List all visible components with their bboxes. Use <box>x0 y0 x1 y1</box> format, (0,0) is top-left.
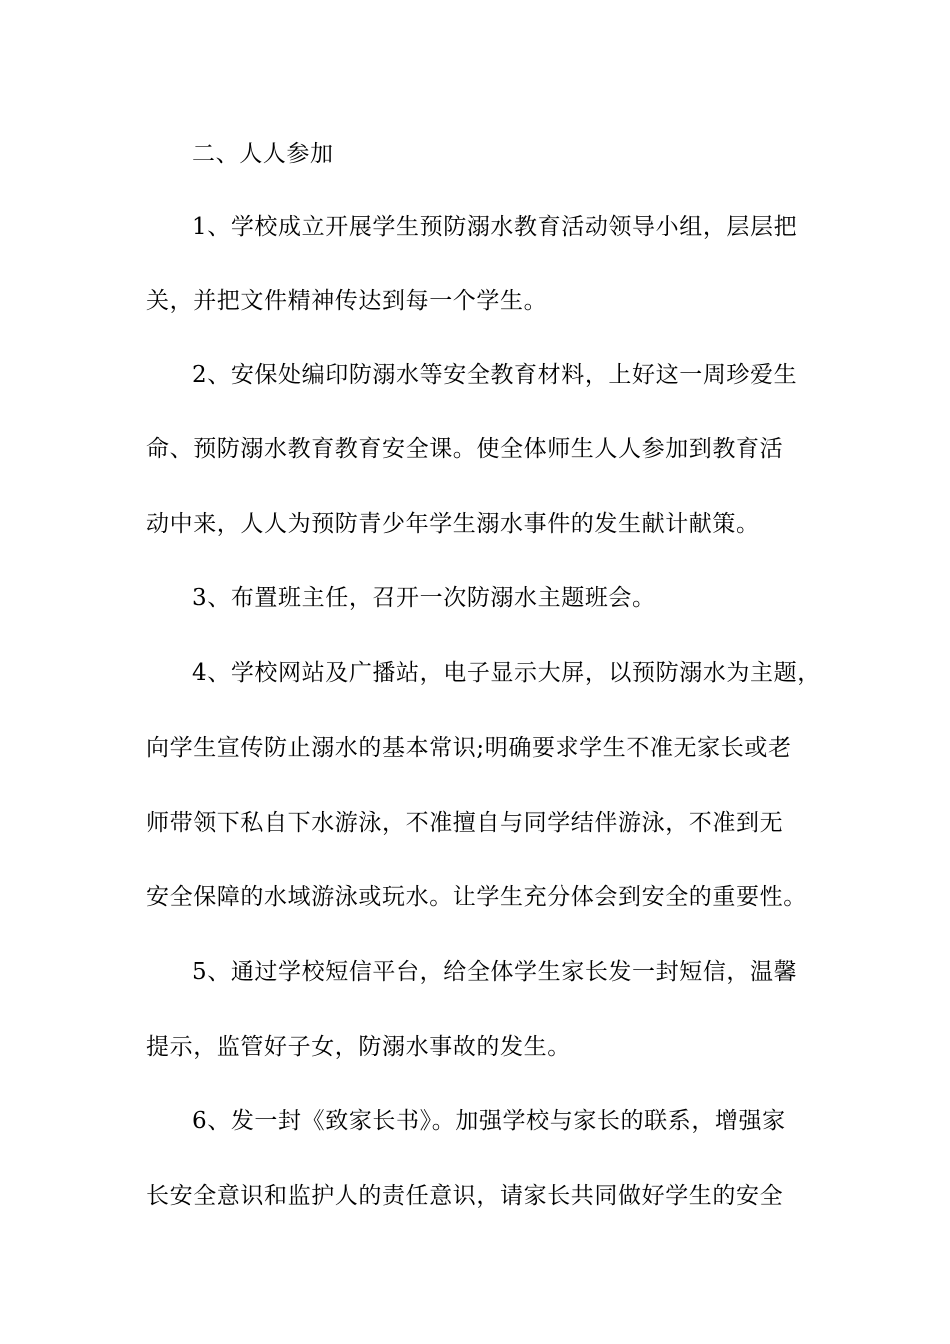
text-line: 向学生宣传防止溺水的基本常识;明确要求学生不准无家长或老 <box>146 735 792 761</box>
text-line: 提示，监管好子女，防溺水事故的发生。 <box>146 1034 571 1060</box>
text-line: 关，并把文件精神传达到每一个学生。 <box>146 288 548 314</box>
text-line: 安全保障的水域游泳或玩水。让学生充分体会到安全的重要性。 <box>146 884 807 910</box>
text-line: 4、学校网站及广播站，电子显示大屏，以预防溺水为主题， <box>192 660 821 686</box>
text-line: 师带领下私自下水游泳，不准擅自与同学结伴游泳，不准到无 <box>146 810 784 836</box>
text-line: 3、布置班主任，召开一次防溺水主题班会。 <box>192 585 656 611</box>
text-line: 命、预防溺水教育教育安全课。使全体师生人人参加到教育活 <box>146 436 784 462</box>
section-heading: 二、人人参加 <box>192 141 334 167</box>
text-line: 1、学校成立开展学生预防溺水教育活动领导小组，层层把 <box>192 214 798 240</box>
text-line: 6、发一封《致家长书》。加强学校与家长的联系，增强家 <box>192 1108 786 1134</box>
text-line: 长安全意识和监护人的责任意识，请家长共同做好学生的安全 <box>146 1183 784 1209</box>
text-line: 5、通过学校短信平台，给全体学生家长发一封短信，温馨 <box>192 959 798 985</box>
text-line: 动中来，人人为预防青少年学生溺水事件的发生献计献策。 <box>146 511 760 537</box>
text-line: 2、安保处编印防溺水等安全教育材料，上好这一周珍爱生 <box>192 362 798 388</box>
